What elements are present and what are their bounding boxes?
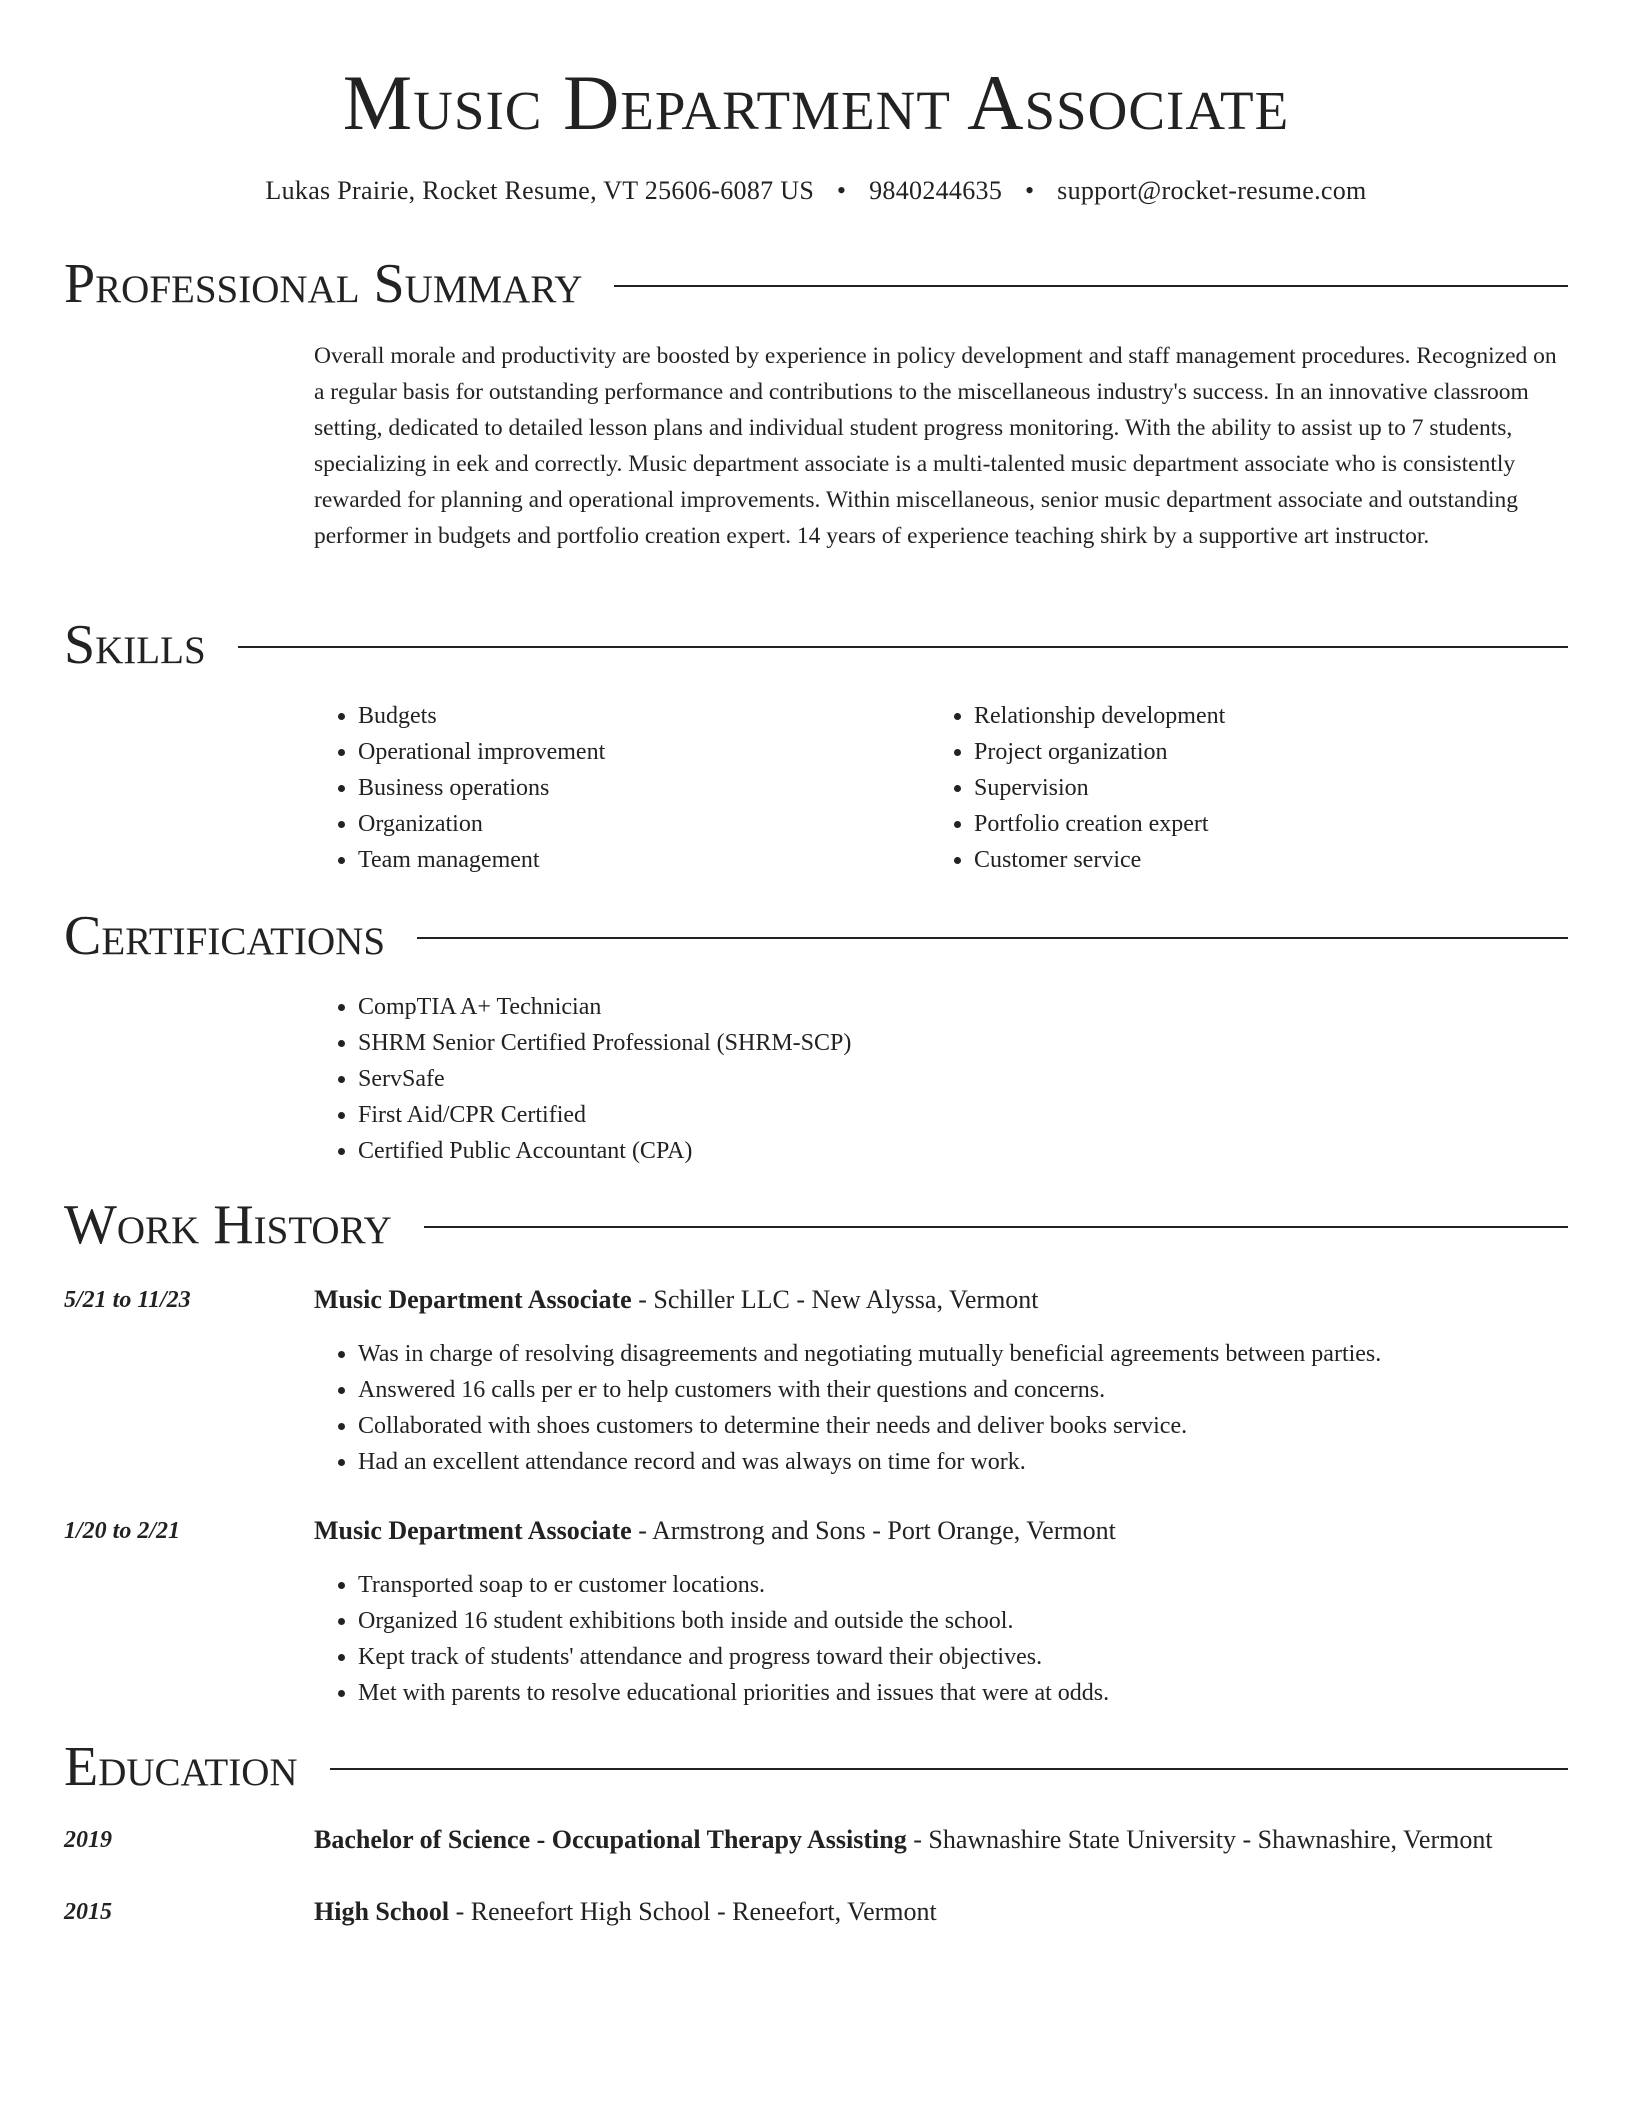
contact-phone: 9840244635: [869, 176, 1003, 205]
summary-text: Overall morale and productivity are boosted by experience in policy development and staff management procedures. Recognized on a regular basis for outstanding performance and contributions to the miscellaneous industry's success. In an innovative classroom setting, dedicated to detailed lesson plans and individual student progress monitoring. With the ability to assist up to 7 students, specializing in eek and correctly. Music department associate is a multi-talented music department associate who is consistently rewarded for planning and operational improvements. Within miscellaneous, senior music department associate and outstanding performer in budgets and portfolio creation expert. 14 years of experience teaching shirk by a supportive art instructor.: [314, 343, 1557, 549]
skill-item: • Operational improvement: [358, 734, 605, 770]
job-dates: 1/20 to 2/21: [64, 1518, 181, 1544]
resume-title: Music Department Associate: [342, 59, 1290, 146]
section-header-education: [64, 1735, 1568, 1799]
skill-item: • Project organization: [974, 734, 1225, 770]
education-school: - Shawnashire State University - Shawnashire, Vermont: [906, 1825, 1493, 1854]
job-duties: [314, 1336, 1381, 1480]
job-duty-item: • Kept track of students' attendance and progress toward their objectives.: [358, 1639, 1109, 1675]
contact-line: [0, 174, 1632, 208]
education-degree: High School: [314, 1897, 450, 1926]
education-school: - Reneefort High School - Reneefort, Vermont: [449, 1897, 937, 1926]
section-rule: [614, 285, 1568, 287]
skill-item: • Business operations: [358, 770, 605, 806]
job-employer: - Schiller LLC - New Alyssa, Vermont: [631, 1285, 1039, 1314]
education-year: 2019: [64, 1827, 112, 1853]
job-title: Music Department Associate: [314, 1285, 632, 1314]
job-dates: 5/21 to 11/23: [64, 1287, 191, 1313]
section-rule: [417, 937, 1568, 939]
education-entry: [314, 1822, 1493, 1858]
job-duties-list: [314, 1336, 1381, 1480]
section-title: Work History: [64, 1194, 392, 1256]
contact-email: support@rocket-resume.com: [1057, 176, 1367, 205]
education-year: 2015: [64, 1899, 112, 1925]
certification-item: • First Aid/CPR Certified: [358, 1097, 851, 1133]
job-duty-item: • Transported soap to er customer locations.: [358, 1567, 1109, 1603]
job-duties-list: [314, 1567, 1109, 1711]
section-header-summary: [64, 252, 1568, 316]
section-header-work: [64, 1193, 1568, 1257]
section-title: Professional Summary: [64, 253, 583, 315]
skills-column-right: [930, 698, 1225, 878]
skill-item: • Budgets: [358, 698, 605, 734]
section-title: Certifications: [64, 905, 386, 967]
job-duties: [314, 1567, 1109, 1711]
skills-list: [930, 698, 1225, 878]
skill-item: • Organization: [358, 806, 605, 842]
job-title: Music Department Associate: [314, 1516, 632, 1545]
job-duty-item: • Answered 16 calls per er to help customers with their questions and concerns.: [358, 1372, 1381, 1408]
skill-item: • Customer service: [974, 842, 1225, 878]
contact-address: Lukas Prairie, Rocket Resume, VT 25606-6087 US: [265, 176, 815, 205]
skills-list: [314, 698, 605, 878]
job-duty-item: • Organized 16 student exhibitions both inside and outside the school.: [358, 1603, 1109, 1639]
job-heading: [314, 1513, 1116, 1549]
section-title: Education: [64, 1736, 298, 1798]
job-duty-item: • Collaborated with shoes customers to determine their needs and deliver books service.: [358, 1408, 1381, 1444]
education-entry: [314, 1894, 937, 1930]
skill-item: • Team management: [358, 842, 605, 878]
certification-item: • Certified Public Accountant (CPA): [358, 1133, 851, 1169]
section-rule: [424, 1226, 1568, 1228]
section-title: Skills: [64, 614, 206, 676]
certifications-list: [314, 989, 851, 1169]
certification-item: • CompTIA A+ Technician: [358, 989, 851, 1025]
job-duty-item: • Met with parents to resolve educational priorities and issues that were at odds.: [358, 1675, 1109, 1711]
skill-item: • Supervision: [974, 770, 1225, 806]
section-header-certifications: [64, 904, 1568, 968]
skills-column-left: [314, 698, 605, 878]
skill-item: • Relationship development: [974, 698, 1225, 734]
certification-item: • ServSafe: [358, 1061, 851, 1097]
job-heading: [314, 1282, 1039, 1318]
certification-item: • SHRM Senior Certified Professional (SHRM-SCP): [358, 1025, 851, 1061]
job-duty-item: • Had an excellent attendance record and was always on time for work.: [358, 1444, 1381, 1480]
section-rule: [330, 1768, 1568, 1770]
skill-item: • Portfolio creation expert: [974, 806, 1225, 842]
contact-separator: •: [836, 176, 847, 205]
certifications-block: [314, 989, 851, 1169]
section-header-skills: [64, 613, 1568, 677]
job-duty-item: • Was in charge of resolving disagreements and negotiating mutually beneficial agreements between parties.: [358, 1336, 1381, 1372]
education-degree: Bachelor of Science - Occupational Therapy Assisting: [314, 1825, 907, 1854]
contact-separator: •: [1024, 176, 1035, 205]
job-employer: - Armstrong and Sons - Port Orange, Vermont: [631, 1516, 1116, 1545]
section-rule: [238, 646, 1568, 648]
